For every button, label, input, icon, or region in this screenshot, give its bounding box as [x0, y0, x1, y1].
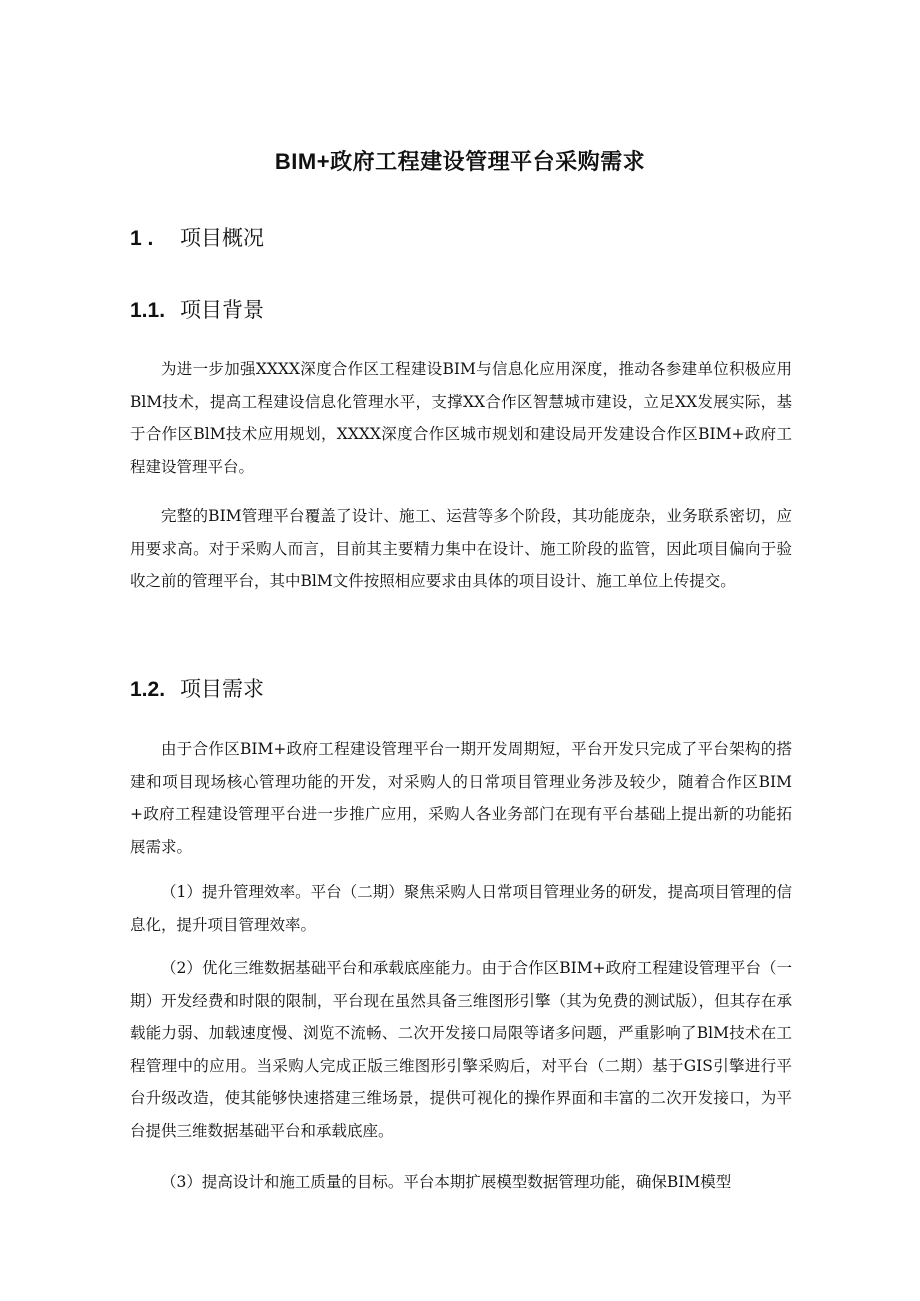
section-heading-1 [130, 224, 264, 254]
background-paragraph-1: 为进一步加强XXXX深度合作区工程建设BIM与信息化应用深度，推动各参建单位积极应用BlM技术，提高工程建设信息化管理水平，支撑XX合作区智慧城市建设，立足XX发展实际，基于合作区BlM技术应用规划，XXXX深度合作区城市规划和建设局开发建设合作区BIM+政府工程建设管理平台。 [130, 360, 792, 476]
document-title: BIM+政府工程建设管理平台采购需求 [274, 149, 646, 174]
section-number: 1.1. [130, 299, 166, 322]
section-heading-1-1 [130, 296, 264, 326]
requirement-item-2: （2）优化三维数据基础平台和承载底座能力。由于合作区BIM+政府工程建设管理平台（一期）开发经费和时限的限制，平台现在虽然具备三维图形引擎（其为免费的测试版），但其存在承载能力弱、加载速度慢、浏览不流畅、二次开发接口局限等诸多问题，严重影响了BlM技术在工程管理中的应用。当采购人完成正版三维图形引擎采购后，对平台（二期）基于GIS引擎进行平台升级改造，使其能够快速搭建三维场景，提供可视化的操作界面和丰富的二次开发接口，为平台提供三维数据基础平台和承载底座。 [130, 959, 792, 1140]
section-title: 项目需求 [180, 678, 264, 701]
background-paragraph-2: 完整的BIM管理平台覆盖了设计、施工、运营等多个阶段，其功能庞杂，业务联系密切，应用要求高。对于采购人而言，目前其主要精力集中在设计、施工阶段的监管，因此项目偏向于验收之前的管理平台，其中BlM文件按照相应要求由具体的项目设计、施工单位上传提交。 [130, 507, 792, 590]
requirement-item-3: （3）提高设计和施工质量的目标。平台本期扩展模型数据管理功能，确保BIM模型 [161, 1173, 732, 1191]
section-number: 1.2. [130, 678, 166, 701]
section-title: 项目概况 [180, 227, 264, 250]
section-title: 项目背景 [180, 299, 264, 322]
section-number: 1 . [130, 227, 154, 250]
requirement-item-1: （1）提升管理效率。平台（二期）聚焦采购人日常项目管理业务的研发，提高项目管理的信息化，提升项目管理效率。 [130, 883, 792, 934]
requirements-intro-paragraph: 由于合作区BIM+政府工程建设管理平台一期开发周期短，平台开发只完成了平台架构的搭建和项目现场核心管理功能的开发，对采购人的日常项目管理业务涉及较少，随着合作区BIM+政府工程建设管理平台进一步推广应用，采购人各业务部门在现有平台基础上提出新的功能拓展需求。 [130, 740, 792, 856]
section-heading-1-2 [130, 675, 264, 705]
